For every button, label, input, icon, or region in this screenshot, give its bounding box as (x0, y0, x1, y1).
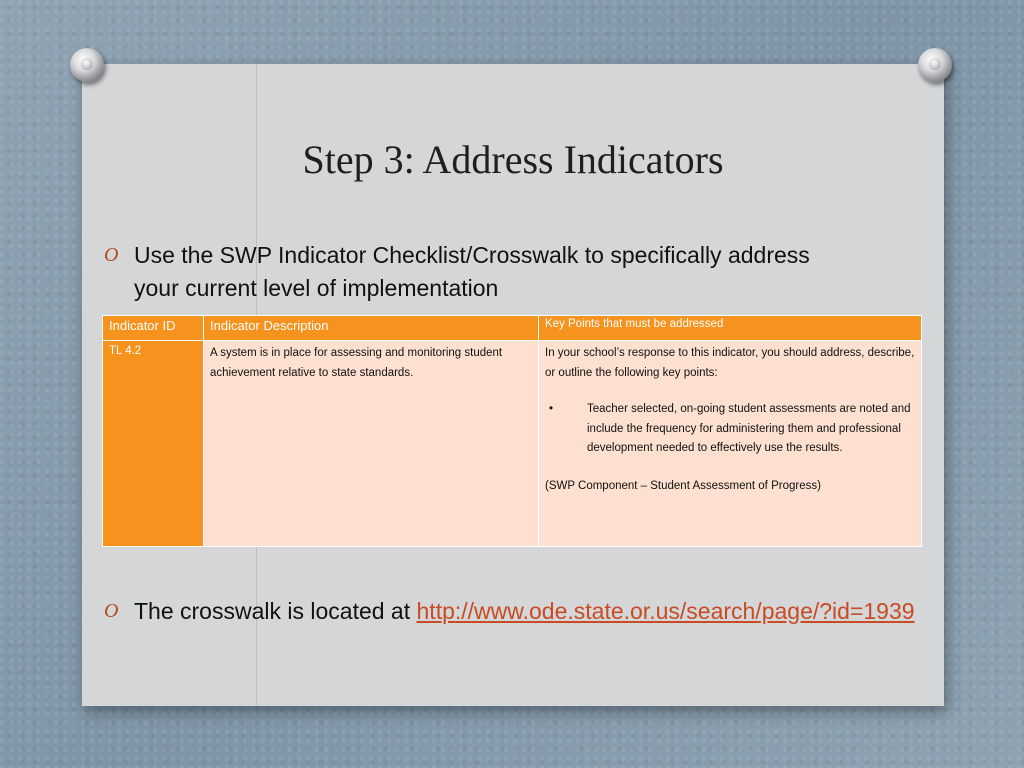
bullet-text (134, 595, 915, 628)
bullet-marker-icon: O (104, 600, 119, 622)
crosswalk-link[interactable]: http://www.ode.state.or.us/search/page/?id=1939 (416, 598, 915, 624)
bullet-marker-icon: O (104, 244, 119, 266)
header-indicator-description: Indicator Description (204, 316, 539, 341)
indicator-table (102, 315, 922, 547)
list-item (545, 400, 915, 459)
indicator-id-cell: TL 4.2 (103, 341, 204, 547)
header-key-points: Key Points that must be addressed (539, 316, 922, 341)
key-points-footer: (SWP Component – Student Assessment of Progress) (545, 479, 821, 492)
key-points-cell (539, 341, 922, 547)
bullet-dot-icon: • (549, 403, 554, 415)
key-points-intro: In your school’s response to this indicator, you should address, describe, or outline the following key points: (545, 347, 915, 379)
bullet-item-crosswalk (104, 595, 924, 628)
header-indicator-id: Indicator ID (103, 316, 204, 341)
pushpin-icon (70, 48, 104, 82)
bullet-prefix-text: The crosswalk is located at (134, 598, 417, 624)
slide-title: Step 3: Address Indicators (302, 137, 724, 182)
table-header-row (103, 316, 922, 341)
key-point-text: Teacher selected, on-going student assessments are noted and include the frequency for administering them and professional development needed to effectively use the results. (587, 403, 911, 454)
indicator-description-cell: A system is in place for assessing and monitoring student achievement relative to state standards. (204, 341, 539, 547)
bullet-text: Use the SWP Indicator Checklist/Crosswalk to specifically address your current level of implementation (134, 242, 810, 301)
bullet-item-checklist (104, 239, 844, 305)
table-row (103, 341, 922, 547)
pushpin-icon (918, 48, 952, 82)
